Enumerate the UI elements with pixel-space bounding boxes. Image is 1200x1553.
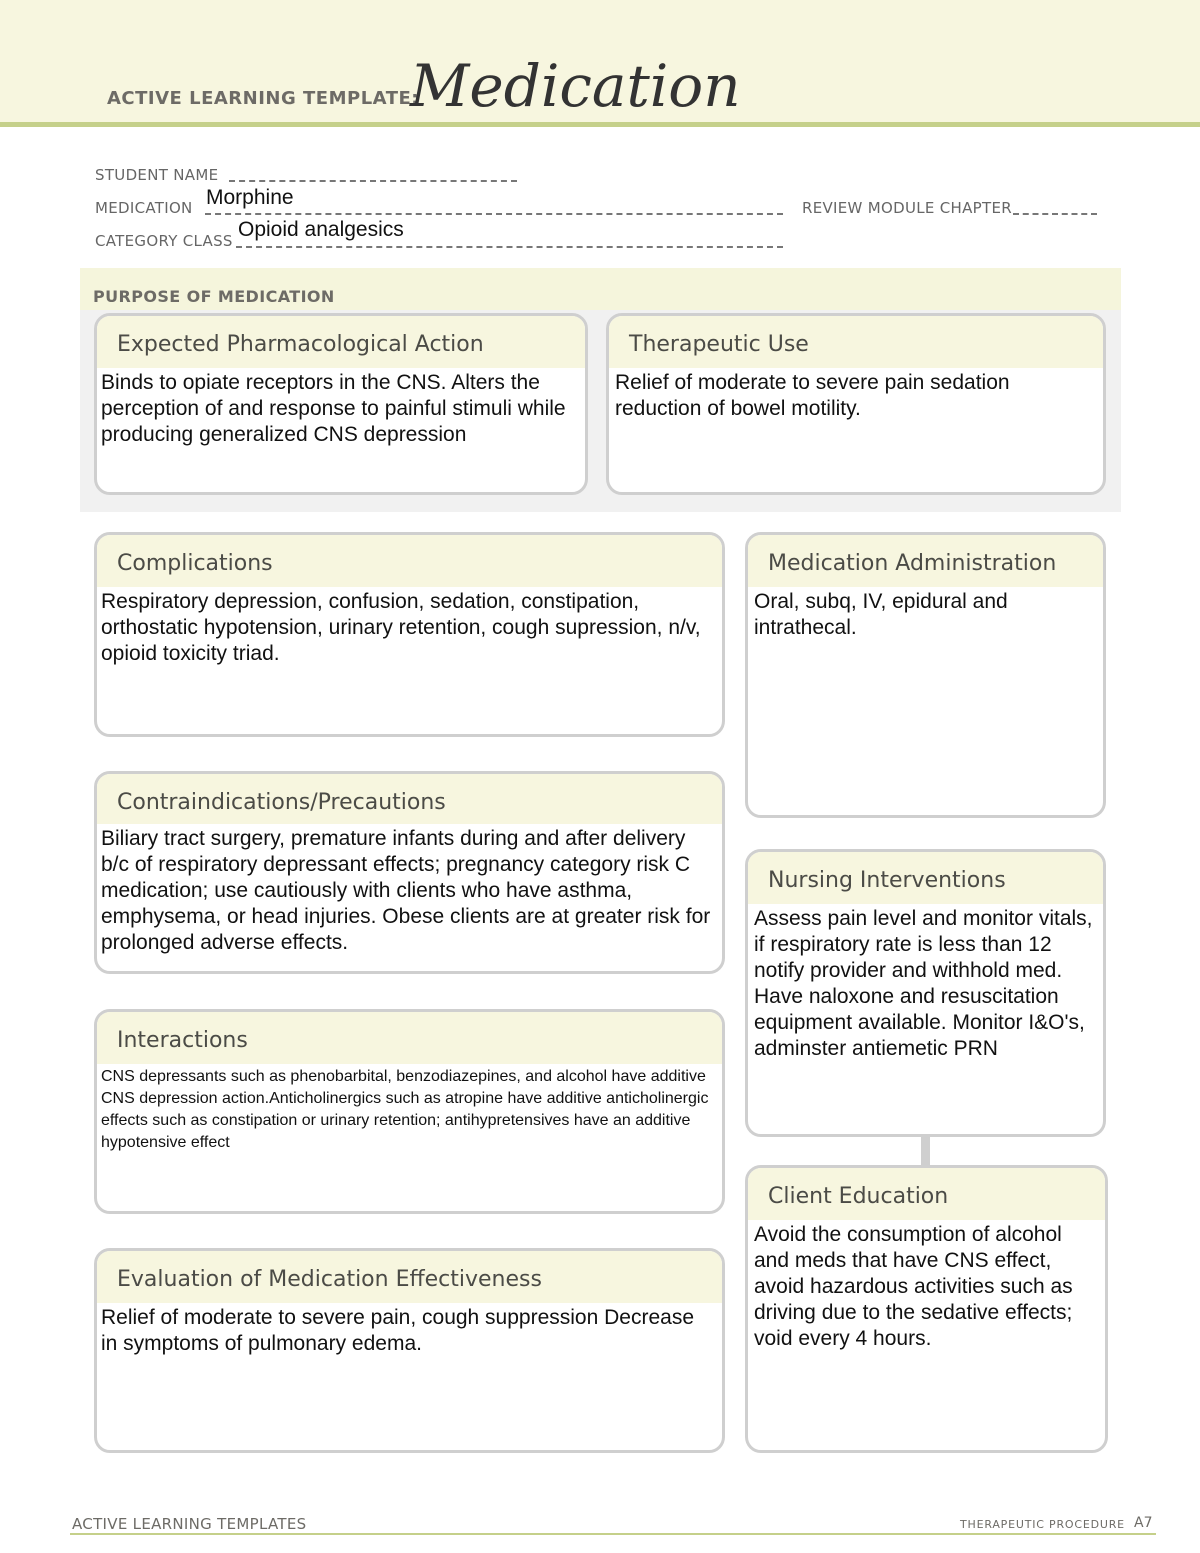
interactions-box xyxy=(94,1009,725,1214)
evaluation-text[interactable]: Relief of moderate to severe pain, cough suppression Decrease in symptoms of pulmonary edema. xyxy=(101,1306,695,1355)
client-education-title: Client Education xyxy=(748,1168,1105,1220)
category-class-field[interactable] xyxy=(236,246,783,248)
medication-label: MEDICATION xyxy=(95,199,193,217)
therapeutic-use-text[interactable]: Relief of moderate to severe pain sedation reduction of bowel motility. xyxy=(615,371,1010,420)
student-name-label: STUDENT NAME xyxy=(95,166,219,184)
interactions-title: Interactions xyxy=(97,1012,722,1064)
template-label: ACTIVE LEARNING TEMPLATE: xyxy=(107,88,419,109)
client-education-text[interactable]: Avoid the consumption of alcohol and meds that have CNS effect, avoid hazardous activities such as driving due to the sedative effects; void every 4 hours. xyxy=(754,1223,1073,1350)
footer-right: THERAPEUTIC PROCEDURE xyxy=(960,1518,1125,1531)
header-rule xyxy=(0,122,1200,127)
expected-action-box xyxy=(94,313,588,495)
review-module-field[interactable] xyxy=(1013,213,1097,215)
therapeutic-use-box xyxy=(606,313,1106,495)
complications-text[interactable]: Respiratory depression, confusion, sedation, constipation, orthostatic hypotension, urinary retention, cough supression, n/v, opioid toxicity triad. xyxy=(101,590,701,665)
student-name-field[interactable] xyxy=(229,180,517,182)
contraindications-title: Contraindications/Precautions xyxy=(97,774,722,824)
purpose-label: PURPOSE OF MEDICATION xyxy=(93,287,335,306)
review-module-label: REVIEW MODULE CHAPTER xyxy=(802,199,1012,217)
administration-box xyxy=(745,532,1106,818)
page-number: A7 xyxy=(1134,1515,1153,1531)
page-title: Medication xyxy=(410,52,741,120)
nursing-interventions-title: Nursing Interventions xyxy=(748,852,1103,904)
evaluation-title: Evaluation of Medication Effectiveness xyxy=(97,1251,722,1303)
connector-bar xyxy=(921,1134,930,1167)
contraindications-box xyxy=(94,771,725,974)
nursing-interventions-text[interactable]: Assess pain level and monitor vitals, if respiratory rate is less than 12 notify provider and withhold med. Have naloxone and resuscitation equipment available. Monitor I&O's, adminster antiemetic PRN xyxy=(754,907,1093,1060)
category-class-value: Opioid analgesics xyxy=(238,218,404,241)
nursing-interventions-box xyxy=(745,849,1106,1137)
administration-title: Medication Administration xyxy=(748,535,1103,587)
footer-rule xyxy=(70,1533,1156,1535)
evaluation-box xyxy=(94,1248,725,1453)
therapeutic-use-title: Therapeutic Use xyxy=(609,316,1103,368)
medication-value: Morphine xyxy=(206,186,294,209)
client-education-box xyxy=(745,1165,1108,1453)
interactions-text[interactable]: CNS depressants such as phenobarbital, benzodiazepines, and alcohol have additive CNS depression action.Anticholinergics such as atropine have additive anticholinergic effects such as constipation or urinary retention; antihypretensives have an additive hypotensive effect xyxy=(101,1068,709,1151)
footer-left: ACTIVE LEARNING TEMPLATES xyxy=(72,1515,307,1533)
expected-action-title: Expected Pharmacological Action xyxy=(97,316,585,368)
administration-text[interactable]: Oral, subq, IV, epidural and intrathecal. xyxy=(754,590,1008,639)
category-class-label: CATEGORY CLASS xyxy=(95,232,233,250)
expected-action-text[interactable]: Binds to opiate receptors in the CNS. Alters the perception of and response to painful stimuli while producing generalized CNS depression xyxy=(101,371,566,446)
complications-title: Complications xyxy=(97,535,722,587)
complications-box xyxy=(94,532,725,737)
medication-field[interactable] xyxy=(205,213,783,215)
contraindications-text[interactable]: Biliary tract surgery, premature infants during and after delivery b/c of respiratory depressant effects; pregnancy category risk C medication; use cautiously with clients who have asthma, emphysema, or head injuries. Obese clients are at greater risk for prolonged adverse effects. xyxy=(101,827,711,954)
